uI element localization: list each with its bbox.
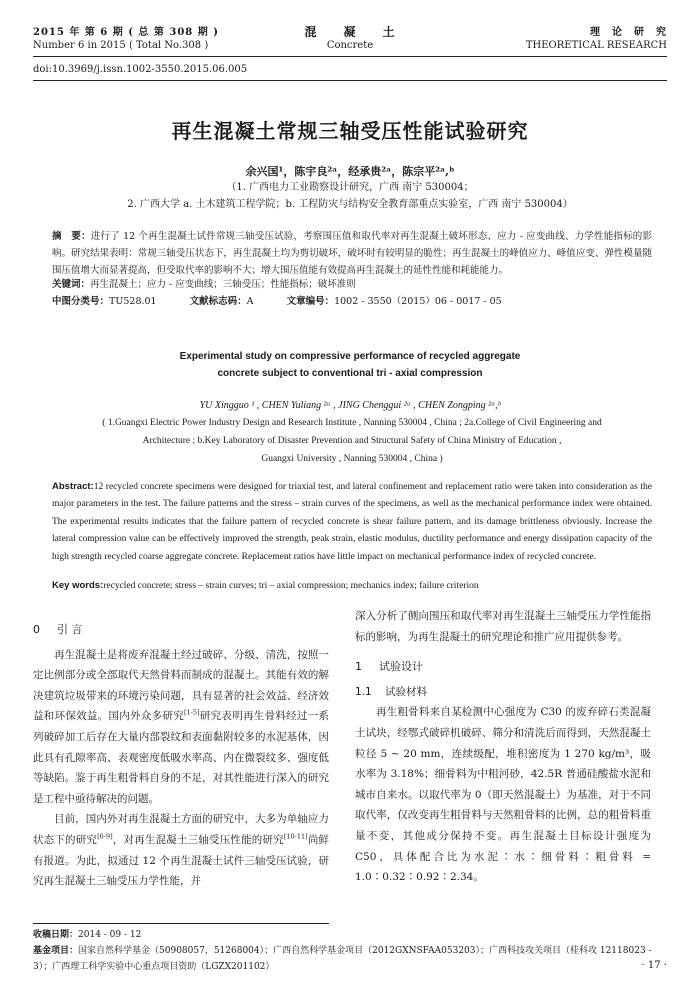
received-value: 2014 - 09 - 12	[78, 930, 142, 940]
keywords-en-label: Key words:	[52, 580, 104, 591]
issue-en: Number 6 in 2015 ( Total No.308 )	[33, 40, 209, 51]
page-number: · 17 ·	[641, 960, 667, 971]
journal-name-en: Concrete	[326, 40, 374, 51]
doi: doi:10.3969/j.issn.1002-3550.2015.06.005	[33, 64, 248, 75]
body-column-left	[33, 614, 329, 892]
paragraph-text: 尚鲜有报道。为此，拟通过 12 个再生混凝土试件三轴受压试验，研究再生混凝土三轴受压力学性能，并	[33, 833, 330, 888]
abstract-cn-text: 进行了 12 个再生混凝土试件常规三轴受压试验，考察围压值和取代率对再生混凝土破坏形态、应力 - 应变曲线、力学性能指标的影响。研究结果表明：常规三轴受压状态下，再生混凝土均为剪切破坏，破坏时有较明显的脆性；再生混凝土的峰值应力、峰值应变、弹性模量随围压值增大而显著提高，但受取代率的影响不大；增大围压值能有效提高再生混凝土的延性性能和耗能能力。	[52, 231, 652, 276]
keywords-en	[52, 580, 652, 591]
column-name-cn: 理 论 研 究	[590, 27, 667, 38]
funding-label: 基金项目：	[33, 946, 79, 956]
paragraph-text: 研究表明再生骨料经过一系列破碎加工后存在大量内部裂纹和表面黏附较多的水泥基体，因此具有孔隙率高、表观密度低吸水率高、内在微裂纹多、强度低等缺陷。鉴于再生粗骨料自身的不足，对其性能进行深入的研究是工程中亟待解决的问题。	[33, 710, 330, 805]
paragraph	[33, 645, 329, 810]
section-title: 引 言	[57, 623, 83, 636]
citation: [10-11]	[283, 832, 308, 841]
keywords-cn-label: 关键词：	[52, 279, 91, 290]
paragraph: 深入分析了侧向围压和取代率对再生混凝土三轴受压力学性能指标的影响，为再生混凝土的研究理论和推广应用提供参考。	[355, 610, 651, 643]
keywords-en-text: recycled concrete; stress – strain curves; tri – axial compression; mechanics index; failure criterion	[103, 581, 479, 591]
abstract-en-label: Abstract:	[52, 481, 94, 492]
clc-value: TU528.01	[109, 296, 157, 307]
abstract-en	[52, 478, 652, 566]
paragraph	[33, 809, 329, 891]
section-heading-design	[355, 657, 651, 678]
received-label: 收稿日期：	[33, 930, 79, 940]
english-affiliation-line: Architecture ; b.Key Laboratory of Disaster Prevention and Structural Safety of China Ministry of Education ,	[142, 436, 562, 446]
section-heading-introduction	[33, 620, 329, 641]
classification-row	[52, 293, 502, 307]
journal-name-cn: 混 凝 土	[304, 25, 396, 39]
received-date	[33, 927, 667, 943]
paper-title: 再生混凝土常规三轴受压性能试验研究	[171, 119, 529, 143]
doi-rule	[33, 80, 667, 81]
doc-code-value: A	[246, 296, 254, 307]
abstract-cn	[52, 228, 652, 279]
section-title: 试验设计	[379, 660, 423, 674]
abstract-en-text: 12 recycled concrete specimens were designed for triaxial test, and lateral confinement and replacement ratio were taken into consideration as the major parameters in the test. The failure patterns and the stress – strain curves of the specimens, as well as the mechanical performance index were obtained. The experimental results indicates that the failure pattern of recycled concrete is shear failure pattern, and its damage brittleness obviously. Increase the lateral compression value can be effectively improved the strength, peak strain, elastic modulus, ductility performance and energy dissipation capacity of the high strength recycled coarse aggregate concrete. Replacement ratios have little impact on mechanical performance index of recycled concrete.	[52, 482, 652, 562]
citation: [1-5]	[184, 708, 200, 717]
abstract-cn-label: 摘 要：	[52, 231, 91, 242]
keywords-cn	[52, 276, 652, 293]
funding	[33, 943, 667, 975]
paragraph-text: 目前，国内外对再生混凝土方面的研究中，大多为单轴应力状态下的研究	[33, 813, 329, 846]
subsection-heading-materials	[355, 682, 651, 703]
english-affiliation-line: Guangxi University , Nanning 530004 , China )	[261, 454, 443, 464]
english-title	[0, 348, 700, 382]
paragraph-text: 再生混凝土是将废弃混凝土经过破碎、分级、清洗，按照一定比例部分或全部取代天然骨料而制成的混凝土。其能有效的解决建筑垃圾带来的环境污染问题，具有显著的社会效益、经济效益和环保效益。国内外众多研究	[33, 648, 329, 723]
affiliation-2: 2. 广西大学 a. 土木建筑工程学院；b. 工程防灾与结构安全教育部重点实验室，广西 南宁 530004）	[127, 199, 573, 210]
issue-cn: 2015 年 第 6 期 ( 总 第 308 期 )	[33, 27, 219, 38]
column-name-en: THEORETICAL RESEARCH	[525, 40, 667, 51]
english-affiliation-line: ( 1.Guangxi Electric Power Industry Design and Research Institute , Nanning 530004 , China ; 2a.College of Civil Engineering and	[102, 418, 602, 428]
doc-code-label: 文献标志码：	[189, 296, 247, 307]
keywords-cn-text: 再生混凝土；应力 - 应变曲线；三轴受压；性能指标；破坏准则	[90, 279, 356, 290]
section-number: 0	[33, 623, 40, 636]
english-title-line-1: Experimental study on compressive performance of recycled aggregate	[179, 351, 521, 362]
footnote-rule	[33, 923, 329, 924]
affiliation-1: （1. 广西电力工业勘察设计研究，广西 南宁 530004；	[226, 182, 474, 193]
funding-text: 国家自然科学基金（50908057，51268004）；广西自然科学基金项目（2012GXNSFAA053203）；广西科技攻关项目（桂科攻 12118023 - 3）；广西理工科学实验中心重点项目资助（LGZX201102）	[33, 946, 652, 972]
section-number: 1	[355, 660, 362, 674]
paragraph: 再生粗骨料来自某检测中心强度为 C30 的废弃碎石类混凝土试块，经鄂式破碎机破碎、筛分和清洗后而得到，天然混凝土粒径 5 ~ 20 mm，连续级配，堆积密度为 1 270 kg/m³，吸水率为 3.18%；细骨料为中粗河砂，42.5R 普通硅酸盐水泥和城市自来水。以取代率为 0（即天然混凝土）为基准，对于不同取代率，仅改变再生粗骨料与天然粗骨料的比例，总的粗骨料重量不变，其他成分保持不变。再生混凝土目标设计强度为 C50，具体配合比为水泥∶水∶细骨料∶粗骨料 = 1.0∶0.32∶0.92∶2.34。	[355, 706, 651, 884]
subsection-number: 1.1	[355, 685, 372, 698]
article-no-value: 1002 - 3550（2015）06 - 0017 - 05	[334, 296, 502, 307]
header-rule	[33, 56, 667, 57]
clc-label: 中图分类号：	[52, 296, 110, 307]
paragraph-text: ，对再生混凝土三轴受压性能的研究	[112, 833, 284, 846]
column-name	[526, 26, 667, 52]
english-affiliations	[52, 414, 652, 468]
subsection-title: 试验材料	[385, 685, 427, 698]
authors: 余兴国¹，陈宇良²ᵃ，经承贵²ᵃ，陈宗平²ᵃ,ᵇ	[245, 165, 455, 178]
english-authors: YU Xingguo ¹ , CHEN Yuliang ²ᵃ , JING Chenggui ²ᵃ , CHEN Zongping ²ᵃ,ᵇ	[199, 400, 501, 411]
citation: [6-9]	[97, 832, 113, 841]
english-title-line-2: concrete subject to conventional tri - axial compression	[217, 368, 483, 379]
article-no-label: 文章编号：	[286, 296, 335, 307]
body-column-right	[355, 606, 651, 888]
